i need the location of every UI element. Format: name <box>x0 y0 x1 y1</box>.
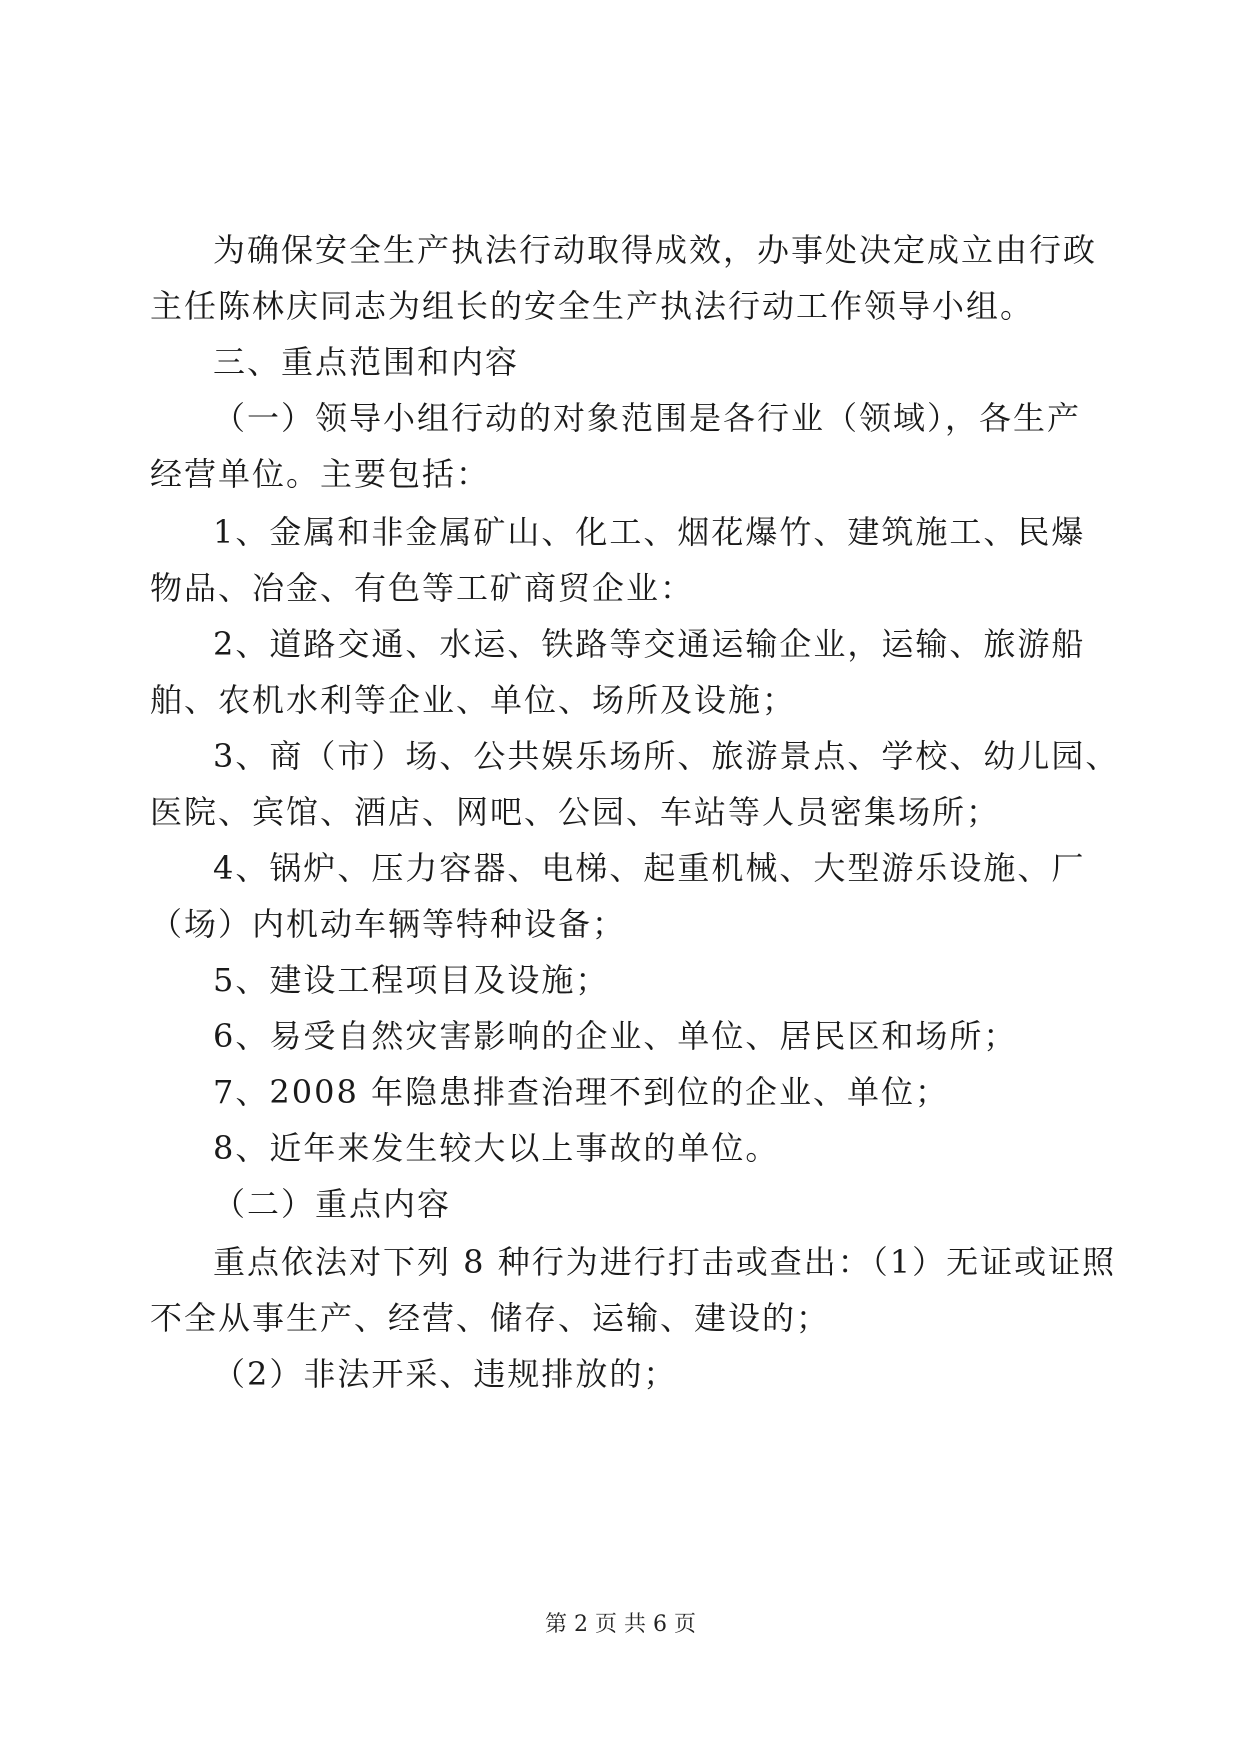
text-line: 为确保安全生产执法行动取得成效，办事处决定成立由行政 <box>213 231 1098 269</box>
list-item: 5、建设工程项目及设施； <box>213 961 610 999</box>
list-item: 4、锅炉、压力容器、电梯、起重机械、大型游乐设施、厂 <box>213 849 1086 887</box>
section-subheading: （二）重点内容 <box>213 1185 452 1223</box>
text-line: 不全从事生产、经营、储存、运输、建设的； <box>150 1299 831 1337</box>
list-item: 3、商（市）场、公共娱乐场所、旅游景点、学校、幼儿园、 <box>213 737 1120 775</box>
list-item: 物品、冶金、有色等工矿商贸企业： <box>150 569 695 607</box>
text-line: （2）非法开采、违规排放的； <box>213 1355 678 1393</box>
text-line: （一）领导小组行动的对象范围是各行业（领域），各生产 <box>213 399 1082 437</box>
list-item: 医院、宾馆、酒店、网吧、公园、车站等人员密集场所； <box>150 793 1001 831</box>
page-footer: 第 2 页 共 6 页 <box>545 1612 696 1637</box>
section-heading: 三、重点范围和内容 <box>213 343 520 381</box>
list-item: （场）内机动车辆等特种设备； <box>150 905 627 943</box>
list-item: 2、道路交通、水运、铁路等交通运输企业，运输、旅游船 <box>213 625 1086 663</box>
list-item: 7、2008 年隐患排查治理不到位的企业、单位； <box>213 1073 949 1111</box>
text-line: 重点依法对下列 8 种行为进行打击或查出：（1）无证或证照 <box>213 1243 1117 1281</box>
list-item: 1、金属和非金属矿山、化工、烟花爆竹、建筑施工、民爆 <box>213 513 1086 551</box>
text-line: 经营单位。主要包括： <box>150 455 491 493</box>
list-item: 舶、农机水利等企业、单位、场所及设施； <box>150 681 797 719</box>
list-item: 8、近年来发生较大以上事故的单位。 <box>213 1129 780 1167</box>
list-item: 6、易受自然灾害影响的企业、单位、居民区和场所； <box>213 1017 1018 1055</box>
text-line: 主任陈林庆同志为组长的安全生产执法行动工作领导小组。 <box>150 287 1035 325</box>
